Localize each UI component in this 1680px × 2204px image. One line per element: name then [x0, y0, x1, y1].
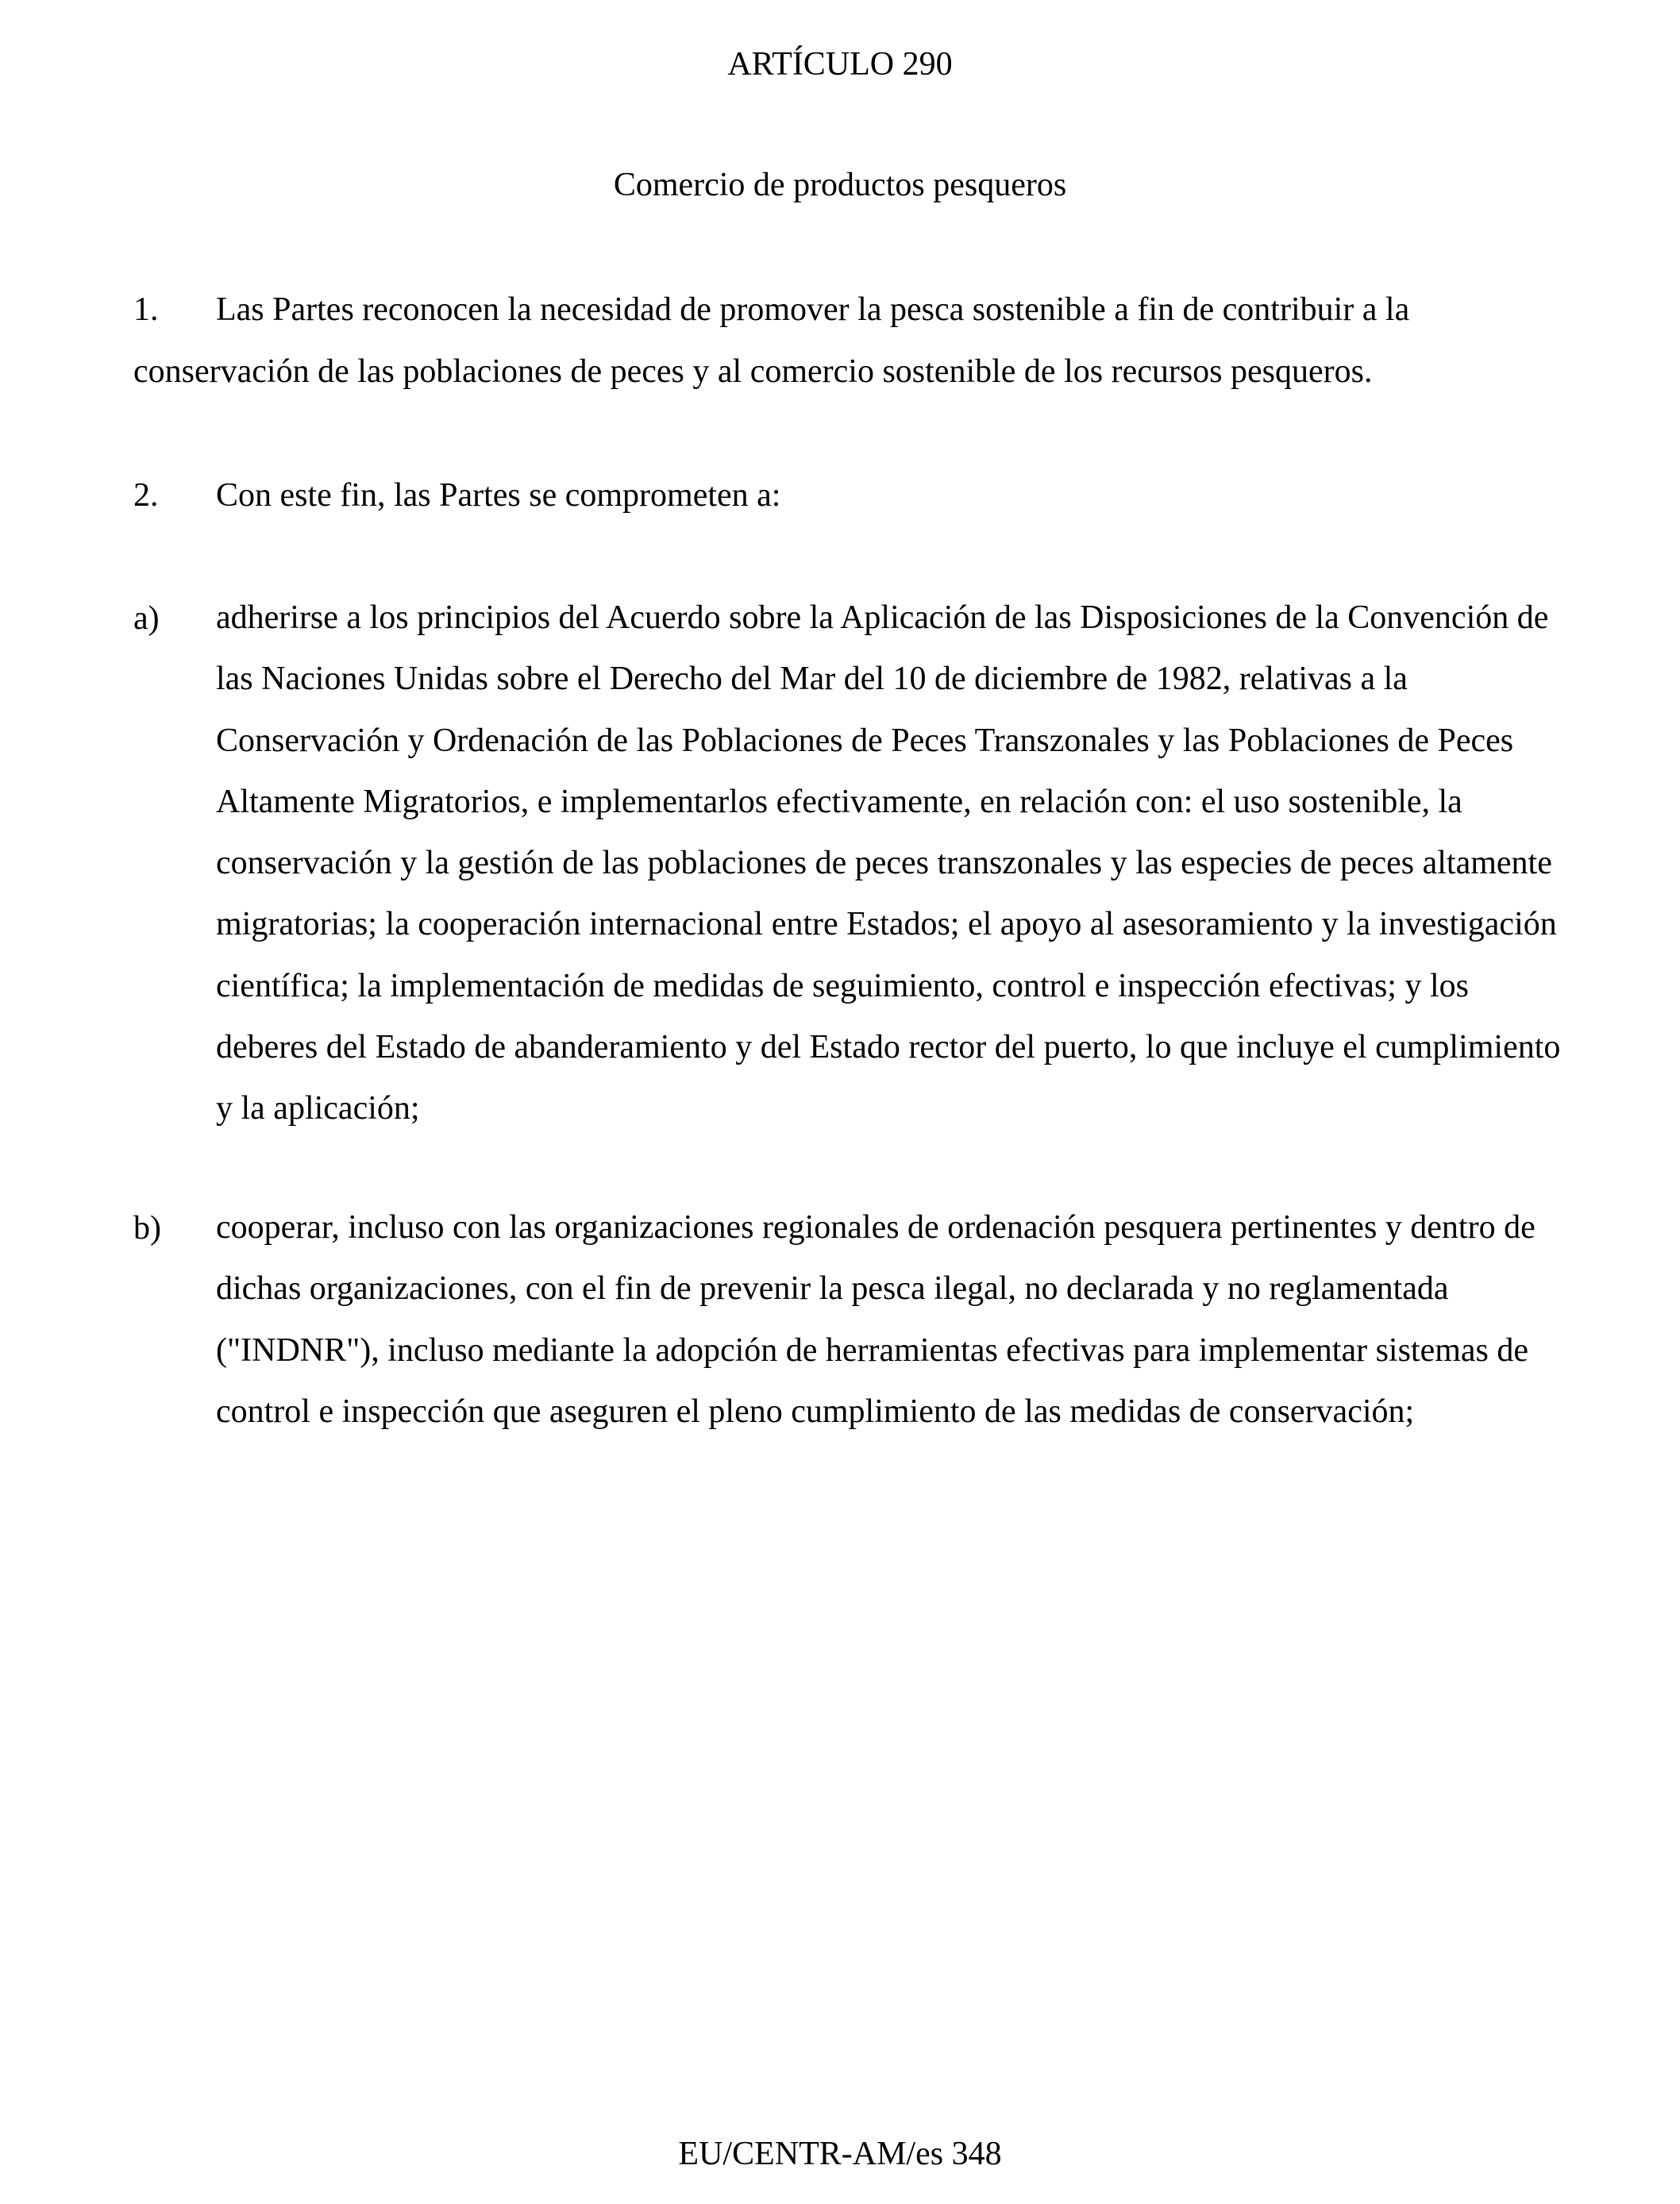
list-item-text: cooperar, incluso con las organizaciones regionales de ordenación pesquera pertinentes y dentro de dichas organizaciones, con el fin de prevenir la pesca ilegal, no declarada y no reglamentada ("INDNR"), incluso mediante la adopción de herramientas efectivas para implementar sistemas de control e inspección que aseguren el pleno cumplimiento de las medidas de conservación;	[216, 1209, 1536, 1430]
paragraph-text: Con este fin, las Partes se comprometen a:	[216, 477, 781, 514]
list-item-label: a)	[133, 600, 160, 637]
paragraph-number: 1.	[133, 291, 159, 328]
article-title: ARTÍCULO 290	[727, 46, 953, 83]
list-item-text: adherirse a los principios del Acuerdo sobre la Aplicación de las Disposiciones de la Convención de las Naciones Unidas sobre el Derecho del Mar del 10 de diciembre de 1982, relativas a la Conservación y Ordenación de las Poblaciones de Peces Transzonales y las Poblaciones de Peces Altamente Migratorios, e implementarlos efectivamente, en relación con: el uso sostenible, la conservación y la gestión de las poblaciones de peces transzonales y las especies de peces altamente migratorias; la cooperación internacional entre Estados; el apoyo al asesoramiento y la investigación científica; la implementación de medidas de seguimiento, control e inspección efectivas; y los deberes del Estado de abanderamiento y del Estado rector del puerto, lo que incluye el cumplimiento y la aplicación;	[216, 599, 1561, 1127]
list-item-label: b)	[133, 1210, 161, 1246]
paragraph-text: Las Partes reconocen la necesidad de promover la pesca sostenible a fin de contribuir a la conservación de las poblaciones de peces y al comercio sostenible de los recursos pesqueros.	[133, 291, 1410, 390]
page-footer-reference: EU/CENTR-AM/es 348	[678, 2136, 1002, 2172]
paragraph-number: 2.	[133, 477, 159, 514]
paragraph-2	[133, 464, 1562, 526]
paragraph-1	[133, 279, 1562, 403]
article-subtitle: Comercio de productos pesqueros	[613, 167, 1067, 203]
